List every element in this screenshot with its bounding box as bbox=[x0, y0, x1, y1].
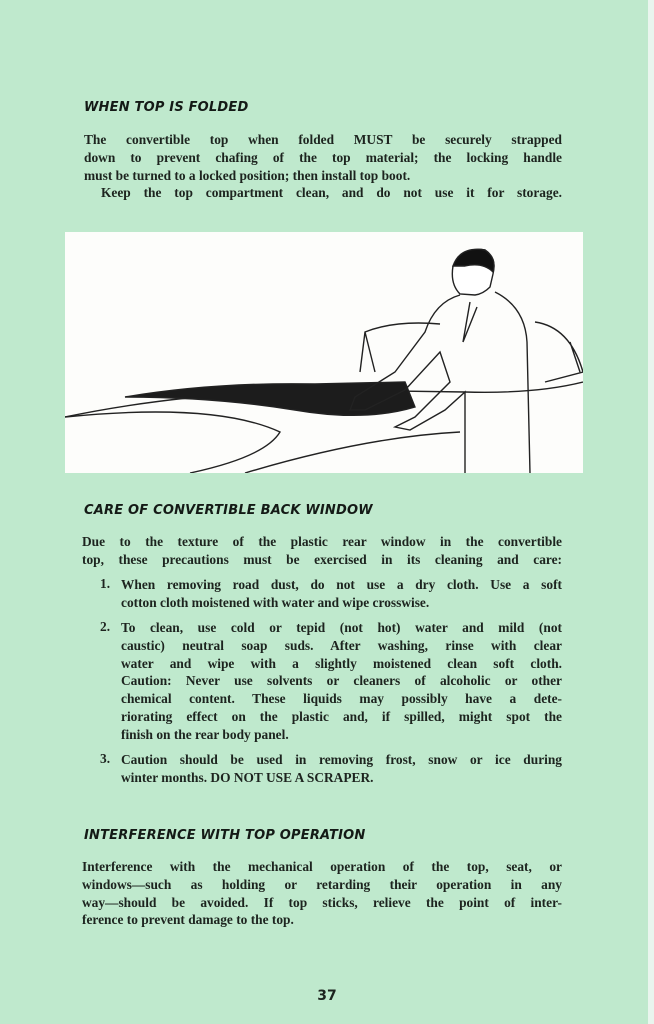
list-item bbox=[100, 751, 562, 787]
text-line: The convertible top when folded MUST be securely strapped bbox=[84, 132, 562, 147]
list-item-text bbox=[121, 751, 562, 787]
list-item-text bbox=[121, 576, 562, 612]
text-line: To clean, use cold or tepid (not hot) water and mild (not bbox=[121, 620, 562, 635]
text-line: water and wipe with a slightly moistened clean soft cloth. bbox=[121, 655, 562, 671]
text-line: windows—such as holding or retarding their operation in any bbox=[82, 876, 562, 892]
list-item-text bbox=[121, 619, 562, 744]
text-line: winter months. DO NOT USE A SCRAPER. bbox=[121, 769, 374, 785]
text-line: Keep the top compartment clean, and do not use it for storage. bbox=[101, 185, 562, 201]
list-number: 1. bbox=[100, 576, 111, 591]
text-line: Interference with the mechanical operation of the top, seat, or bbox=[82, 859, 562, 874]
text-line: finish on the rear body panel. bbox=[121, 726, 289, 742]
text-line: chemical content. These liquids may possibly have a dete- bbox=[121, 691, 562, 707]
text-line: Caution: Never use solvents or cleaners of alcoholic or other bbox=[121, 673, 562, 689]
text-line: must be turned to a locked position; then install top boot. bbox=[84, 167, 411, 183]
text-line: way—should be avoided. If top sticks, relieve the point of inter- bbox=[82, 894, 562, 910]
text-line: riorating effect on the plastic and, if spilled, might spot the bbox=[121, 708, 562, 724]
text-line: Due to the texture of the plastic rear window in the convertible bbox=[82, 534, 562, 549]
text-line: When removing road dust, do not use a dry cloth. Use a soft bbox=[121, 577, 562, 592]
page-edge bbox=[648, 0, 654, 1024]
text-line: Caution should be used in removing frost, snow or ice during bbox=[121, 752, 562, 767]
text-line: ference to prevent damage to the top. bbox=[82, 912, 294, 928]
text-line: top, these precautions must be exercised in its cleaning and care: bbox=[82, 551, 562, 567]
list-item bbox=[100, 576, 562, 612]
heading-interference: INTERFERENCE WITH TOP OPERATION bbox=[84, 828, 366, 843]
list-number: 3. bbox=[100, 751, 111, 766]
list-number: 2. bbox=[100, 619, 111, 634]
paragraph-interference bbox=[82, 858, 562, 929]
heading-care-back-window: CARE OF CONVERTIBLE BACK WINDOW bbox=[84, 503, 373, 518]
illustration-man-folding-convertible-top bbox=[65, 232, 583, 473]
page-number: 37 bbox=[317, 988, 337, 1004]
paragraph-top-folded bbox=[84, 131, 562, 202]
text-line: caustic) neutral soap suds. After washing, rinse with clear bbox=[121, 637, 562, 653]
heading-when-top-folded: WHEN TOP IS FOLDED bbox=[84, 100, 249, 115]
paragraph-back-window-intro bbox=[82, 533, 562, 569]
list-item bbox=[100, 619, 562, 744]
text-line: cotton cloth moistened with water and wipe crosswise. bbox=[121, 594, 430, 610]
text-line: down to prevent chafing of the top material; the locking handle bbox=[84, 149, 562, 165]
